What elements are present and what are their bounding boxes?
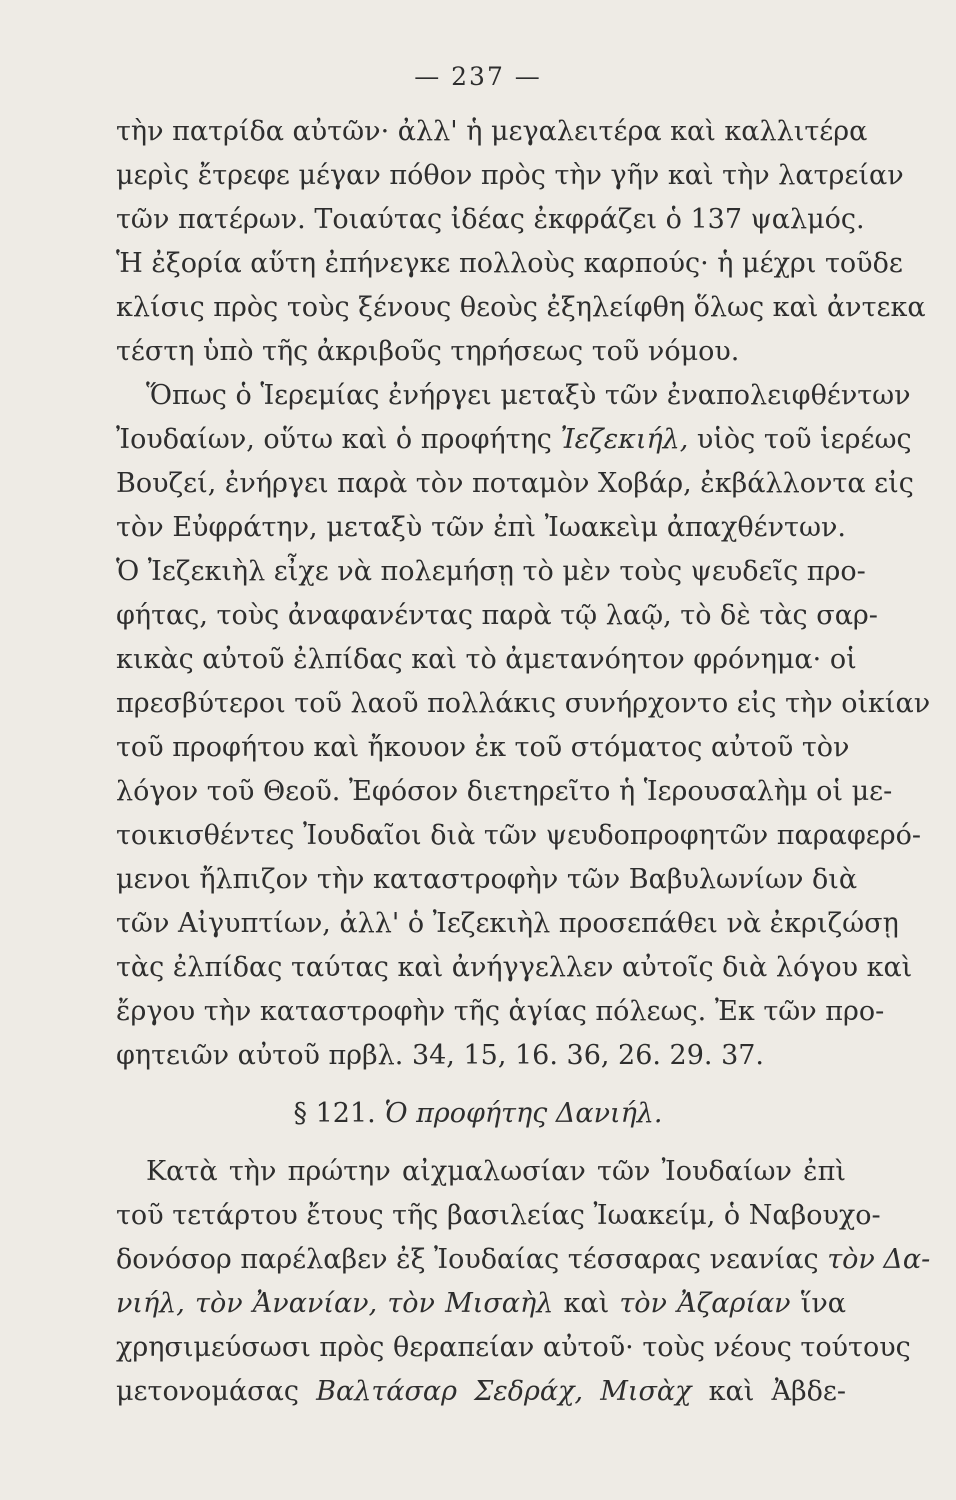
text-line: κικὰς αὐτοῦ ἐλπίδας καὶ τὸ ἀμετανόητον φρόνημα· οἱ: [116, 644, 857, 675]
text-span: υἱὸς τοῦ ἱερέως: [688, 424, 912, 455]
text-line: τοῦ τετάρτου ἔτους τῆς βασιλείας Ἰωακείμ, ὁ Ναβουχο-: [116, 1200, 881, 1231]
text-line: [116, 1238, 931, 1282]
text-line: Ἡ ἐξορία αὕτη ἐπήνεγκε πολλοὺς καρπούς· ἡ μέχρι τοῦδε: [116, 248, 903, 279]
text-span: Ἰουδαίων, οὕτω καὶ ὁ προφήτης: [116, 424, 561, 455]
page-number: — 237 —: [414, 62, 542, 91]
text-span: μετονομάσας: [116, 1376, 317, 1407]
text-line: [116, 1370, 846, 1414]
text-line: λόγον τοῦ Θεοῦ. Ἐφόσον διετηρεῖτο ἡ Ἱερουσαλὴμ οἱ με-: [116, 776, 893, 807]
text-span: καὶ Ἀβδε-: [691, 1376, 847, 1407]
text-line: φήτας, τοὺς ἀναφανέντας παρὰ τῷ λαῷ, τὸ δὲ τὰς σαρ-: [116, 600, 878, 631]
section-heading: [0, 1092, 956, 1136]
text-line: τὸν Εὐφράτην, μεταξὺ τῶν ἐπὶ Ἰωακεὶμ ἀπαχθέντων.: [116, 512, 846, 543]
text-line: [116, 1282, 846, 1326]
name-italic: τὸν Ἀζαρίαν: [619, 1288, 791, 1319]
text-span: ἵνα: [790, 1288, 846, 1319]
text-line: πρεσβύτεροι τοῦ λαοῦ πολλάκις συνήρχοντο εἰς τὴν οἰκίαν: [116, 688, 931, 719]
text-line: τὴν πατρίδα αὐτῶν· ἀλλ' ἡ μεγαλειτέρα καὶ καλλιτέρα: [116, 116, 868, 147]
text-line: τῶν πατέρων. Τοιαύτας ἰδέας ἐκφράζει ὁ 137 ψαλμός.: [116, 204, 865, 235]
text-line: φητειῶν αὐτοῦ πρβλ. 34, 15, 16. 36, 26. 29. 37.: [116, 1040, 765, 1071]
text-line: χρησιμεύσωσι πρὸς θεραπείαν αὐτοῦ· τοὺς νέους τούτους: [116, 1332, 911, 1363]
text-line: μερὶς ἔτρεφε μέγαν πόθον πρὸς τὴν γῆν καὶ τὴν λατρείαν: [116, 160, 904, 191]
text-line: Ὅπως ὁ Ἱερεμίας ἐνήργει μεταξὺ τῶν ἐναπολειφθέντων: [146, 380, 911, 411]
text-span: δονόσορ παρέλαβεν ἐξ Ἰουδαίας τέσσαρας νεανίας: [116, 1244, 828, 1275]
name-italic: Ἰεζεκιήλ,: [560, 424, 689, 455]
text-line: Ὁ Ἰεζεκιὴλ εἶχε νὰ πολεμήσῃ τὸ μὲν τοὺς ψευδεῖς προ-: [116, 556, 866, 587]
text-line: μενοι ἤλπιζον τὴν καταστροφὴν τῶν Βαβυλωνίων διὰ: [116, 864, 858, 895]
name-italic: Βαλτάσαρ Σεδράχ, Μισὰχ: [316, 1376, 692, 1407]
text-span: καὶ: [553, 1288, 620, 1319]
text-line: τοικισθέντες Ἰουδαῖοι διὰ τῶν ψευδοπροφητῶν παραφερό-: [116, 820, 922, 851]
section-title: Ὁ προφήτης Δανιήλ.: [384, 1098, 663, 1129]
text-line: ἔργου τὴν καταστροφὴν τῆς ἁγίας πόλεως. Ἐκ τῶν προ-: [116, 996, 885, 1027]
text-line: τῶν Αἰγυπτίων, ἀλλ' ὁ Ἰεζεκιὴλ προσεπάθει νὰ ἐκριζώσῃ: [116, 908, 899, 939]
text-line: τὰς ἐλπίδας ταύτας καὶ ἀνήγγελλεν αὐτοῖς διὰ λόγου καὶ: [116, 952, 913, 983]
text-line: Βουζεί, ἐνήργει παρὰ τὸν ποταμὸν Χοβάρ, ἐκβάλλοντα εἰς: [116, 468, 914, 499]
name-italic: τὸν Δα-: [827, 1244, 931, 1275]
text-line: κλίσις πρὸς τοὺς ξένους θεοὺς ἐξηλείφθη ὅλως καὶ ἀντεκα: [116, 292, 926, 323]
text-line: [116, 418, 912, 462]
section-number: § 121.: [293, 1098, 376, 1129]
text-line: τέστη ὑπὸ τῆς ἀκριβοῦς τηρήσεως τοῦ νόμου.: [116, 336, 740, 367]
text-line: Κατὰ τὴν πρώτην αἰχμαλωσίαν τῶν Ἰουδαίων ἐπὶ: [146, 1156, 846, 1187]
text-line: τοῦ προφήτου καὶ ἤκουον ἐκ τοῦ στόματος αὐτοῦ τὸν: [116, 732, 850, 763]
name-italic: νιήλ, τὸν Ἀνανίαν, τὸν Μισαὴλ: [116, 1288, 554, 1319]
